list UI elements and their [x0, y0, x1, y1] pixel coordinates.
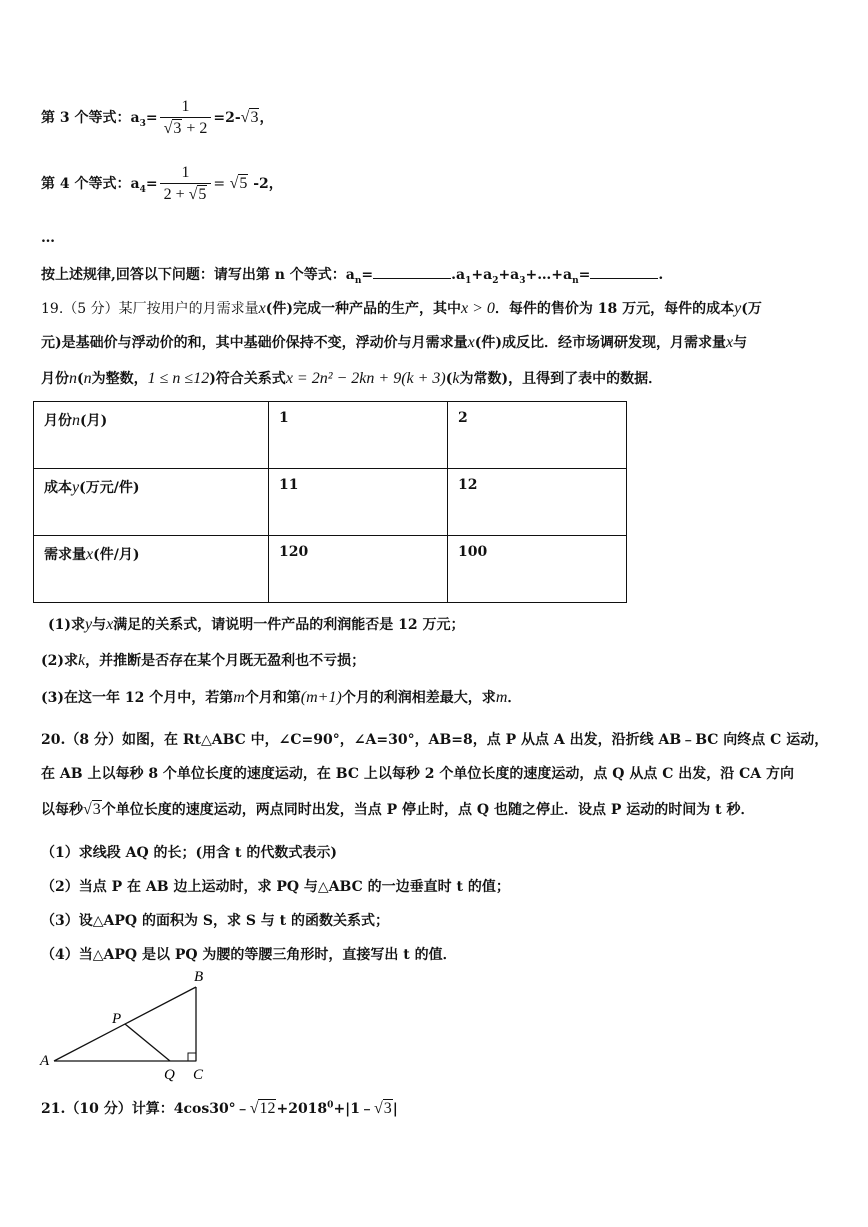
table-row: [34, 536, 627, 603]
table-cell: 月份n(月): [34, 402, 269, 469]
eq3-fraction: [160, 98, 212, 138]
eq4-rhs-radicand: 5: [239, 175, 248, 192]
triangle-diagram: [38, 967, 218, 1085]
q19-l2-var-x2: x: [725, 334, 734, 351]
eq3-denominator: √3 + 2: [160, 117, 212, 138]
ellipsis: …: [41, 230, 55, 246]
q19-l1a: 19.（5 分）某厂按用户的月需求量: [41, 301, 259, 317]
q19-l3b: (: [77, 371, 84, 387]
label-b: B: [194, 969, 204, 985]
q18-text4: =: [578, 267, 591, 283]
q19-l1b: (件)完成一种产品的生产，其中: [265, 301, 461, 317]
answer-blank-1[interactable]: [373, 264, 451, 279]
table-row: [34, 469, 627, 536]
eq4-rhs-pre: =: [213, 176, 230, 192]
q18-question: [41, 264, 663, 286]
answer-blank-2[interactable]: [590, 264, 658, 279]
q20-sub1: （1）求线段 AQ 的长；(用含 t 的代数式表示): [41, 845, 338, 861]
eq3-equals: =: [145, 110, 158, 126]
q19-var-k: k: [452, 370, 460, 387]
eq3-den-post: + 2: [182, 120, 208, 137]
q19-var-n: n: [69, 370, 77, 387]
q18-p2: +a: [498, 267, 520, 283]
eq4-subscript: 4: [139, 184, 146, 195]
label-q: Q: [164, 1067, 175, 1083]
right-angle-mark: [188, 1053, 196, 1061]
q20-line2: 在 AB 上以每秒 8 个单位长度的速度运动，在 BC 上以每秒 2 个单位长度的速度运动，点 Q 从点 C 出发，沿 CA 方向: [41, 766, 794, 782]
eq4-rhs-post: -2，: [248, 176, 283, 192]
q19-part3: (3)在这一年 12 个月中，若第m个月和第(m+1)个月的利润相差最大，求m．: [41, 689, 522, 706]
q18-s3: 3: [519, 275, 526, 286]
table-cell: 11: [269, 469, 448, 536]
eq4-denominator: 2 + √5: [160, 183, 212, 204]
q19-part1: (1)求y与x满足的关系式，请说明一件产品的利润能否是 12 万元；: [48, 616, 465, 633]
q20-sub4: （4）当△APQ 是以 PQ 为腰的等腰三角形时，直接写出 t 的值．: [41, 947, 457, 963]
table-cell: 需求量x(件/月): [34, 536, 269, 603]
q18-sub-n: n: [354, 275, 362, 286]
q18-p3: +…+a: [525, 267, 573, 283]
q19-cond: x > 0: [460, 300, 495, 317]
eq4-fraction: [160, 164, 212, 204]
q19-l3f: 为常数)，且得到了表中的数据．: [459, 371, 663, 387]
equation-4: 第 4 个等式：$a_4=$ $\frac{1}{2 + √5}$ = √5 -2，: [41, 164, 283, 203]
q19-var-y: y: [734, 300, 742, 317]
table-cell: 120: [269, 536, 448, 603]
q19-var-x: x: [258, 300, 266, 317]
q19-l1d: (万: [741, 301, 762, 317]
q18-text2: =: [361, 267, 374, 283]
table-row: [34, 402, 627, 469]
eq4-prefix: 第 4 个等式：a: [41, 176, 140, 192]
table-cell: 100: [448, 536, 627, 603]
q19-l2b: (件)成反比．经市场调研发现，月需求量: [474, 335, 726, 351]
label-a: A: [40, 1053, 50, 1069]
q19-l1c: ．每件的售价为 18 万元，每件的成本: [494, 301, 735, 317]
q19-line2: [41, 332, 747, 352]
q18-text5: .: [658, 267, 664, 283]
q20-line1: 20.（8 分）如图，在 Rt△ABC 中，∠C=90°，∠A=30°，AB=8，点 P 从点 A 出发，沿折线 AB﹣BC 向终点 C 运动，: [41, 732, 829, 748]
table-cell: 12: [448, 469, 627, 536]
q19-l2-var-x: x: [467, 334, 475, 351]
eq3-prefix: 第 3 个等式：a: [41, 110, 140, 126]
q19-range: 1 ≤ n ≤12: [147, 370, 210, 387]
q18-sn: n: [572, 275, 579, 286]
q20-line3: 以每秒√3个单位长度的速度运动，两点同时出发，当点 P 停止时，点 Q 也随之停止．设点 P 运动的时间为 t 秒．: [41, 801, 755, 818]
q20-sub3: （3）设△APQ 的面积为 S，求 S 与 t 的函数关系式；: [41, 913, 390, 929]
q18-text3: .a: [451, 267, 466, 283]
label-p: P: [112, 1011, 122, 1027]
q19-part2: (2)求k，并推断是否存在某个月既无盈利也不亏损；: [41, 652, 366, 669]
q18-text1: 按上述规律,回答以下问题：请写出第 n 个等式：a: [41, 267, 355, 283]
table-cell: 成本y(万元/件): [34, 469, 269, 536]
eq3-tail: ，: [259, 110, 274, 126]
equation-3: 第 3 个等式：$a_3=$ $\frac{1}{√3 + 2}$ =2-√3，: [41, 98, 274, 137]
q19-formula: x = 2n² − 2kn + 9(k + 3): [285, 370, 446, 387]
eq4-numerator: 1: [181, 164, 190, 181]
q18-s2: 2: [492, 275, 499, 286]
q18-s1: 1: [465, 275, 472, 286]
data-table: [33, 401, 627, 603]
eq3-numerator: 1: [181, 98, 190, 115]
q18-p1: +a: [471, 267, 493, 283]
q20-sub2: （2）当点 P 在 AB 边上运动时，求 PQ 与△ABC 的一边垂直时 t 的值；: [41, 879, 510, 895]
q19-l3d: )符合关系式: [209, 371, 286, 387]
q19-l3c: 为整数，: [91, 371, 148, 387]
q19-var-n2: n: [83, 370, 92, 387]
eq4-den-pre: 2 +: [163, 186, 189, 203]
q19-l2a: 元)是基础价与浮动价的和，其中基础价保持不变，浮动价与月需求量: [41, 335, 468, 351]
table-cell: 2: [448, 402, 627, 469]
eq4-den-radicand: 5: [198, 186, 207, 203]
label-c: C: [193, 1067, 204, 1083]
eq3-den-radicand: 3: [173, 120, 182, 137]
q19-l3a: 月份: [41, 371, 69, 387]
q19-l2c: 与: [733, 335, 748, 351]
table-cell: 1: [269, 402, 448, 469]
eq4-equals: =: [145, 176, 158, 192]
q19-line3: [41, 368, 662, 388]
segment-pq: [125, 1024, 170, 1061]
eq3-rhs-radicand: 3: [250, 109, 259, 126]
eq3-subscript: 3: [139, 118, 146, 129]
q21: 21.（10 分）计算：$4\cos 30^\circ﹣√12+2018^0+|1﹣√3|$: [41, 1100, 398, 1117]
q19-line1: [41, 298, 762, 318]
q19-l3e: (: [445, 371, 453, 387]
eq3-rhs: =2-: [213, 110, 241, 126]
